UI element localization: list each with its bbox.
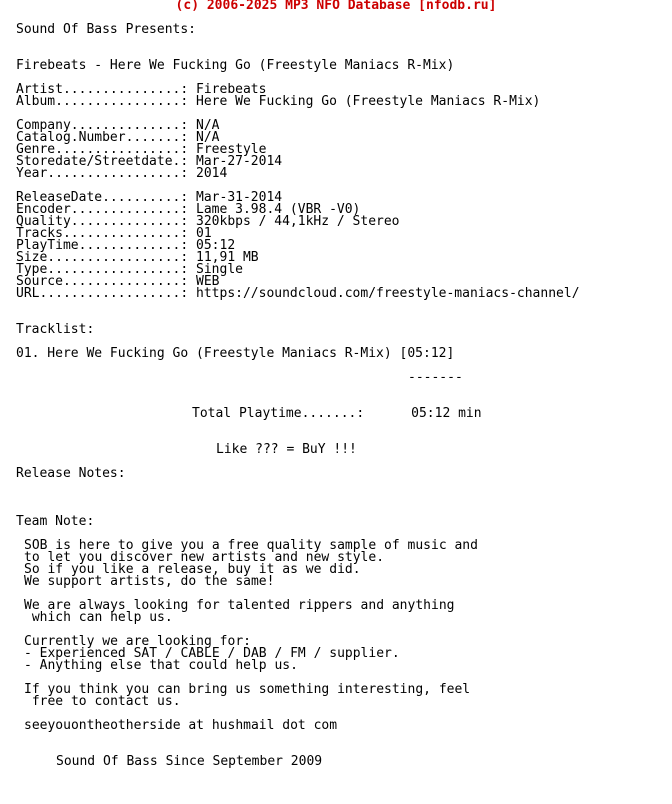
info-url: URL..................: https://soundcloud.com/freestyle-maniacs-channel/ <box>16 286 580 301</box>
tracklist-heading: Tracklist: <box>16 322 95 337</box>
info-year: Year.................: 2014 <box>16 166 228 181</box>
total-playtime: Total Playtime.......: 05:12 min <box>192 406 482 421</box>
info-tracks: Tracks...............: 01 <box>16 226 212 241</box>
team-note-line: - Experienced SAT / CABLE / DAB / FM / supplier. <box>24 646 400 661</box>
like-buy-line: Like ??? = BuY !!! <box>216 442 357 457</box>
info-artist: Artist...............: Firebeats <box>16 82 267 97</box>
release-notes-heading: Release Notes: <box>16 466 126 481</box>
info-catalog: Catalog.Number.......: N/A <box>16 130 220 145</box>
team-note-line: which can help us. <box>24 610 173 625</box>
info-quality: Quality..............: 320kbps / 44,1kHz / Stereo <box>16 214 400 229</box>
track-01: 01. Here We Fucking Go (Freestyle Maniacs R-Mix) [05:12] <box>16 346 455 361</box>
team-note-line: to let you discover new artists and new style. <box>24 550 385 565</box>
track-divider: ------- <box>408 370 463 385</box>
release-title: Firebeats - Here We Fucking Go (Freestyle Maniacs R-Mix) <box>16 58 455 73</box>
info-encoder: Encoder..............: Lame 3.98.4 (VBR -V0) <box>16 202 361 217</box>
info-company: Company..............: N/A <box>16 118 220 133</box>
team-note-line: - Anything else that could help us. <box>24 658 298 673</box>
team-note-line: We support artists, do the same! <box>24 574 275 589</box>
team-note-line: If you think you can bring us something interesting, feel <box>24 682 471 697</box>
info-source: Source...............: WEB <box>16 274 220 289</box>
info-album: Album................: Here We Fucking Go (Freestyle Maniacs R-Mix) <box>16 94 541 109</box>
team-note-line: Currently we are looking for: <box>24 634 251 649</box>
info-size: Size.................: 11,91 MB <box>16 250 259 265</box>
team-note-heading: Team Note: <box>16 514 95 529</box>
footer-line: Sound Of Bass Since September 2009 <box>56 754 323 769</box>
info-releasedate: ReleaseDate..........: Mar-31-2014 <box>16 190 283 205</box>
contact-line: seeyouontheotherside at hushmail dot com <box>24 718 338 733</box>
site-header <box>0 0 672 12</box>
info-type: Type.................: Single <box>16 262 243 277</box>
team-note-line: SOB is here to give you a free quality sample of music and <box>24 538 478 553</box>
info-storedate: Storedate/Streetdate.: Mar-27-2014 <box>16 154 283 169</box>
info-playtime: PlayTime.............: 05:12 <box>16 238 236 253</box>
team-note-line: We are always looking for talented rippers and anything <box>24 598 455 613</box>
info-genre: Genre................: Freestyle <box>16 142 267 157</box>
team-note-line: free to contact us. <box>24 694 181 709</box>
copyright-link[interactable]: (c) 2006-2025 MP3 NFO Database [nfodb.ru] <box>175 0 497 13</box>
presents-line: Sound Of Bass Presents: <box>16 22 197 37</box>
team-note-line: So if you like a release, buy it as we did. <box>24 562 361 577</box>
